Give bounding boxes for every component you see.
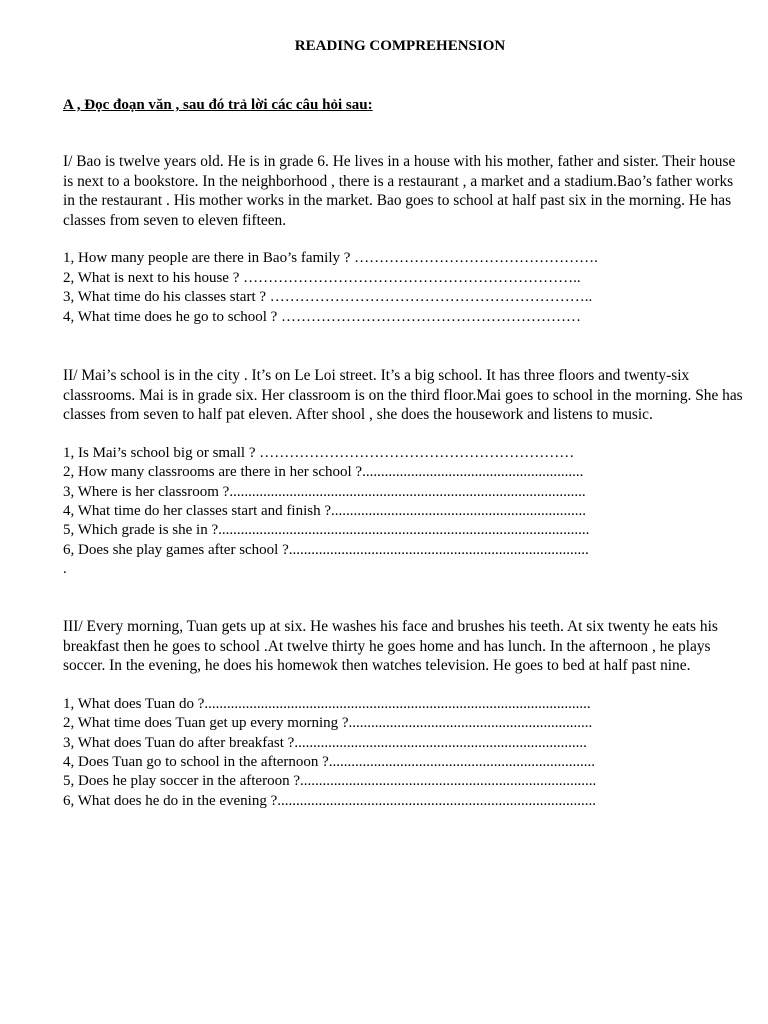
- passage-3: III/ Every morning, Tuan gets up at six. He washes his face and brushes his teeth. At six twenty he eats his breakfast then he goes to school .At twelve thirty he goes home and has lunch. In the afternoon , he plays soccer. In the evening, he does his homewok then watches television. He goes to bed at half past nine.: [63, 618, 718, 675]
- question-item: 4, Does Tuan go to school in the afternoon ?.......................................................................: [63, 754, 596, 770]
- question-item: 4, What time do her classes start and finish ?....................................................................: [63, 503, 586, 519]
- question-item: 3, Where is her classroom ?...............................................................................................: [63, 483, 586, 500]
- reading-section-2: [63, 366, 743, 580]
- question-list-2: [63, 444, 743, 560]
- question-item: 4, What time does he go to school ? ……………………………………………………: [63, 308, 582, 325]
- question-item: 2, What is next to his house ? …………………………………………………………..: [63, 269, 581, 286]
- question-list-1: [63, 249, 743, 327]
- question-item: 6, Does she play games after school ?................................................................................: [63, 541, 589, 558]
- question-item: 1, How many people are there in Bao’s family ? ………………………………………….: [63, 250, 598, 267]
- reading-section-1: [63, 152, 743, 327]
- question-item: 6, What does he do in the evening ?.....................................................................................: [63, 792, 596, 809]
- question-item: 2, How many classrooms are there in her school ?...........................................................: [63, 464, 584, 481]
- question-item: 3, What does Tuan do after breakfast ?..............................................................................: [63, 734, 587, 751]
- question-item: 5, Does he play soccer in the afteroon ?...............................................................................: [63, 773, 597, 790]
- question-list-3: [63, 695, 743, 811]
- question-item: 1, Is Mai’s school big or small ? ………………………………………………………: [63, 444, 575, 461]
- instruction-heading: A , Đọc đoạn văn , sau đó trả lời các câu hỏi sau:: [63, 97, 373, 113]
- question-item: 5, Which grade is she in ?...................................................................................................: [63, 522, 590, 539]
- passage-2: II/ Mai’s school is in the city . It’s on Le Loi street. It’s a big school. It has three floors and twenty-six classrooms. Mai is in grade six. Her classroom is on the third floor.Mai goes to school in the morning. She has classes from seven to half pat eleven. After shool , she does the housework and listens to music.: [63, 367, 743, 424]
- reading-section-3: [63, 617, 743, 811]
- page-title: READING COMPREHENSION: [294, 38, 506, 54]
- question-item: 1, What does Tuan do ?.......................................................................................................: [63, 695, 591, 712]
- passage-1: I/ Bao is twelve years old. He is in grade 6. He lives in a house with his mother, father and sister. Their house is next to a bookstore. In the neighborhood , there is a restaurant , a market and a stadium.Bao’s father works in the restaurant . His mother works in the market. Bao goes to school at half past six in the morning. He has classes from seven to eleven fifteen.: [63, 153, 736, 229]
- trailing-dot: .: [63, 561, 67, 578]
- question-item: 3, What time do his classes start ? ………………………………………………………..: [63, 289, 593, 306]
- question-item: 2, What time does Tuan get up every morning ?.................................................................: [63, 715, 593, 732]
